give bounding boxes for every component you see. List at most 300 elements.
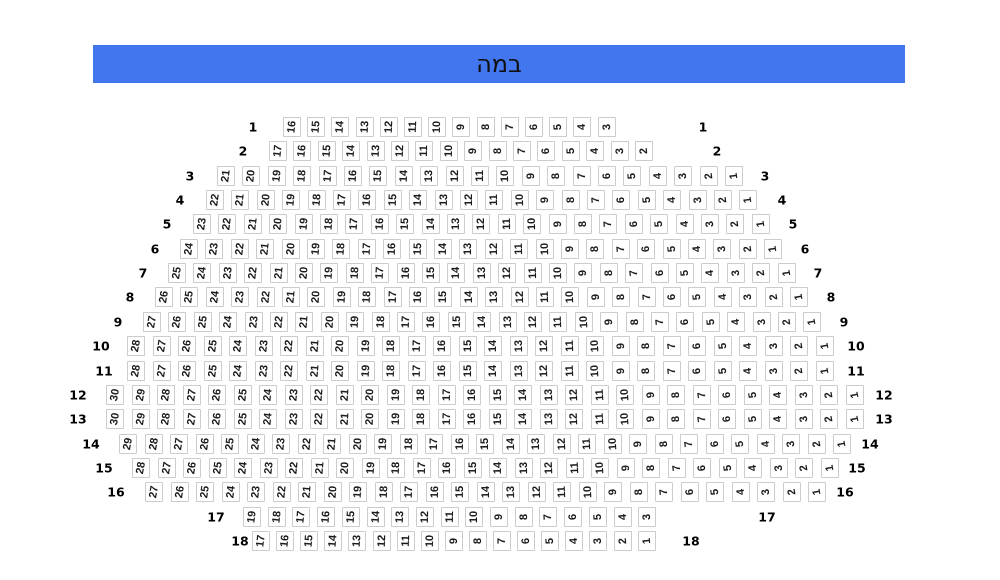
seat[interactable]	[438, 458, 456, 478]
seat[interactable]	[676, 312, 694, 332]
seat[interactable]	[372, 312, 390, 332]
seat[interactable]	[361, 385, 379, 405]
seat[interactable]	[426, 482, 444, 502]
seat[interactable]	[651, 263, 669, 283]
seat[interactable]	[412, 385, 430, 405]
seat[interactable]	[217, 166, 235, 186]
seat[interactable]	[663, 287, 681, 307]
seat[interactable]	[637, 336, 655, 356]
seat[interactable]	[282, 287, 300, 307]
seat[interactable]	[345, 214, 363, 234]
seat[interactable]	[293, 166, 311, 186]
seat[interactable]	[382, 361, 400, 381]
seat[interactable]	[663, 336, 681, 356]
seat[interactable]	[208, 409, 226, 429]
seat[interactable]	[536, 190, 554, 210]
seat[interactable]	[510, 239, 528, 259]
seat[interactable]	[517, 531, 535, 551]
seat[interactable]	[306, 361, 324, 381]
seat[interactable]	[731, 434, 749, 454]
seat[interactable]	[209, 458, 227, 478]
seat[interactable]	[311, 458, 329, 478]
seat[interactable]	[408, 361, 426, 381]
seat[interactable]	[499, 312, 517, 332]
seat[interactable]	[612, 336, 630, 356]
seat[interactable]	[193, 263, 211, 283]
seat[interactable]	[765, 336, 783, 356]
seat[interactable]	[259, 409, 277, 429]
seat[interactable]	[196, 434, 214, 454]
seat[interactable]	[591, 458, 609, 478]
seat[interactable]	[336, 409, 354, 429]
seat[interactable]	[204, 336, 222, 356]
seat[interactable]	[511, 287, 529, 307]
seat[interactable]	[460, 190, 478, 210]
seat[interactable]	[510, 361, 528, 381]
seat[interactable]	[688, 287, 706, 307]
seat[interactable]	[579, 482, 597, 502]
seat[interactable]	[382, 336, 400, 356]
seat[interactable]	[295, 214, 313, 234]
seat[interactable]	[655, 434, 673, 454]
seat[interactable]	[451, 482, 469, 502]
seat[interactable]	[293, 141, 311, 161]
seat[interactable]	[536, 239, 554, 259]
seat[interactable]	[244, 214, 262, 234]
seat[interactable]	[553, 482, 571, 502]
seat[interactable]	[153, 361, 171, 381]
seat[interactable]	[323, 434, 341, 454]
seat[interactable]	[459, 239, 477, 259]
seat[interactable]	[586, 141, 604, 161]
seat[interactable]	[132, 458, 150, 478]
seat[interactable]	[752, 214, 770, 234]
seat[interactable]	[701, 214, 719, 234]
seat[interactable]	[757, 434, 775, 454]
seat[interactable]	[317, 507, 335, 527]
seat[interactable]	[816, 336, 834, 356]
seat[interactable]	[484, 361, 502, 381]
seat[interactable]	[600, 312, 618, 332]
seat[interactable]	[714, 190, 732, 210]
seat[interactable]	[348, 531, 366, 551]
seat[interactable]	[374, 434, 392, 454]
seat[interactable]	[268, 507, 286, 527]
seat[interactable]	[629, 434, 647, 454]
seat[interactable]	[342, 141, 360, 161]
seat[interactable]	[757, 482, 775, 502]
seat[interactable]	[155, 287, 173, 307]
seat[interactable]	[183, 409, 201, 429]
seat[interactable]	[397, 312, 415, 332]
seat[interactable]	[283, 117, 301, 137]
seat[interactable]	[259, 385, 277, 405]
seat[interactable]	[612, 190, 630, 210]
seat[interactable]	[714, 361, 732, 381]
seat[interactable]	[511, 190, 529, 210]
seat[interactable]	[375, 482, 393, 502]
seat[interactable]	[463, 409, 481, 429]
seat[interactable]	[489, 409, 507, 429]
seat[interactable]	[565, 531, 583, 551]
seat[interactable]	[739, 361, 757, 381]
seat[interactable]	[333, 287, 351, 307]
seat[interactable]	[349, 434, 367, 454]
seat[interactable]	[255, 336, 273, 356]
seat[interactable]	[540, 458, 558, 478]
seat[interactable]	[397, 263, 415, 283]
seat[interactable]	[448, 312, 466, 332]
seat[interactable]	[752, 263, 770, 283]
seat[interactable]	[222, 482, 240, 502]
seat[interactable]	[387, 385, 405, 405]
seat[interactable]	[285, 458, 303, 478]
seat[interactable]	[143, 312, 161, 332]
seat[interactable]	[319, 166, 337, 186]
seat[interactable]	[463, 385, 481, 405]
seat[interactable]	[489, 458, 507, 478]
seat[interactable]	[438, 409, 456, 429]
seat[interactable]	[630, 482, 648, 502]
seat[interactable]	[308, 190, 326, 210]
seat[interactable]	[726, 214, 744, 234]
seat[interactable]	[790, 336, 808, 356]
seat[interactable]	[808, 434, 826, 454]
seat[interactable]	[739, 190, 757, 210]
seat[interactable]	[536, 287, 554, 307]
seat[interactable]	[219, 263, 237, 283]
seat[interactable]	[438, 385, 456, 405]
seat[interactable]	[688, 336, 706, 356]
seat[interactable]	[400, 482, 418, 502]
seat[interactable]	[229, 361, 247, 381]
seat[interactable]	[270, 263, 288, 283]
seat[interactable]	[753, 312, 771, 332]
seat[interactable]	[371, 263, 389, 283]
seat[interactable]	[244, 263, 262, 283]
seat[interactable]	[132, 385, 150, 405]
seat[interactable]	[537, 141, 555, 161]
seat[interactable]	[158, 458, 176, 478]
seat[interactable]	[349, 482, 367, 502]
seat[interactable]	[642, 409, 660, 429]
seat[interactable]	[433, 336, 451, 356]
seat[interactable]	[336, 385, 354, 405]
seat[interactable]	[485, 190, 503, 210]
seat[interactable]	[484, 336, 502, 356]
seat[interactable]	[727, 312, 745, 332]
seat[interactable]	[412, 409, 430, 429]
seat[interactable]	[642, 385, 660, 405]
seat[interactable]	[561, 336, 579, 356]
seat[interactable]	[320, 263, 338, 283]
seat[interactable]	[513, 141, 531, 161]
seat[interactable]	[688, 361, 706, 381]
seat[interactable]	[702, 312, 720, 332]
seat[interactable]	[358, 287, 376, 307]
seat[interactable]	[667, 409, 685, 429]
seat[interactable]	[713, 239, 731, 259]
seat[interactable]	[549, 263, 567, 283]
seat[interactable]	[616, 385, 634, 405]
seat[interactable]	[562, 190, 580, 210]
seat[interactable]	[269, 214, 287, 234]
seat[interactable]	[451, 434, 469, 454]
seat[interactable]	[718, 385, 736, 405]
seat[interactable]	[180, 239, 198, 259]
seat[interactable]	[333, 190, 351, 210]
seat[interactable]	[485, 287, 503, 307]
seat[interactable]	[387, 458, 405, 478]
seat[interactable]	[208, 385, 226, 405]
seat[interactable]	[369, 166, 387, 186]
seat[interactable]	[331, 117, 349, 137]
seat[interactable]	[586, 336, 604, 356]
seat[interactable]	[292, 507, 310, 527]
seat[interactable]	[714, 336, 732, 356]
seat[interactable]	[170, 434, 188, 454]
seat[interactable]	[306, 336, 324, 356]
seat[interactable]	[234, 458, 252, 478]
seat[interactable]	[219, 312, 237, 332]
seat[interactable]	[464, 458, 482, 478]
seat[interactable]	[586, 239, 604, 259]
seat[interactable]	[540, 409, 558, 429]
seat[interactable]	[549, 312, 567, 332]
seat[interactable]	[178, 336, 196, 356]
seat[interactable]	[587, 287, 605, 307]
seat[interactable]	[421, 531, 439, 551]
seat[interactable]	[282, 239, 300, 259]
seat[interactable]	[380, 117, 398, 137]
seat[interactable]	[168, 263, 186, 283]
seat[interactable]	[425, 434, 443, 454]
seat[interactable]	[502, 434, 520, 454]
seat[interactable]	[269, 141, 287, 161]
seat[interactable]	[561, 287, 579, 307]
seat[interactable]	[452, 117, 470, 137]
seat[interactable]	[205, 239, 223, 259]
seat[interactable]	[400, 434, 418, 454]
seat[interactable]	[739, 239, 757, 259]
seat[interactable]	[782, 434, 800, 454]
seat[interactable]	[234, 385, 252, 405]
seat[interactable]	[373, 531, 391, 551]
seat[interactable]	[119, 434, 137, 454]
seat[interactable]	[637, 361, 655, 381]
seat[interactable]	[674, 166, 692, 186]
seat[interactable]	[739, 336, 757, 356]
seat[interactable]	[280, 361, 298, 381]
seat[interactable]	[416, 507, 434, 527]
seat[interactable]	[307, 239, 325, 259]
seat[interactable]	[447, 263, 465, 283]
seat[interactable]	[706, 482, 724, 502]
seat[interactable]	[276, 531, 294, 551]
seat[interactable]	[428, 117, 446, 137]
seat[interactable]	[514, 409, 532, 429]
seat[interactable]	[459, 336, 477, 356]
seat[interactable]	[153, 336, 171, 356]
seat[interactable]	[510, 336, 528, 356]
seat[interactable]	[477, 482, 495, 502]
seat[interactable]	[180, 287, 198, 307]
seat[interactable]	[310, 385, 328, 405]
seat[interactable]	[525, 117, 543, 137]
seat[interactable]	[489, 141, 507, 161]
seat[interactable]	[231, 287, 249, 307]
seat[interactable]	[320, 214, 338, 234]
seat[interactable]	[420, 166, 438, 186]
seat[interactable]	[295, 263, 313, 283]
seat[interactable]	[127, 336, 145, 356]
seat[interactable]	[183, 385, 201, 405]
seat[interactable]	[234, 409, 252, 429]
seat[interactable]	[586, 361, 604, 381]
seat[interactable]	[285, 409, 303, 429]
seat[interactable]	[318, 141, 336, 161]
seat[interactable]	[460, 287, 478, 307]
seat[interactable]	[676, 263, 694, 283]
seat[interactable]	[342, 507, 360, 527]
seat[interactable]	[676, 214, 694, 234]
seat[interactable]	[231, 239, 249, 259]
seat[interactable]	[625, 214, 643, 234]
seat[interactable]	[252, 531, 270, 551]
seat[interactable]	[846, 385, 864, 405]
seat[interactable]	[490, 507, 508, 527]
seat[interactable]	[638, 190, 656, 210]
seat[interactable]	[574, 263, 592, 283]
seat[interactable]	[535, 361, 553, 381]
seat[interactable]	[638, 507, 656, 527]
seat[interactable]	[367, 141, 385, 161]
seat[interactable]	[846, 409, 864, 429]
seat[interactable]	[549, 214, 567, 234]
seat[interactable]	[395, 166, 413, 186]
seat[interactable]	[650, 214, 668, 234]
seat[interactable]	[243, 507, 261, 527]
seat[interactable]	[562, 141, 580, 161]
seat[interactable]	[820, 385, 838, 405]
seat[interactable]	[589, 507, 607, 527]
seat[interactable]	[783, 482, 801, 502]
seat[interactable]	[790, 287, 808, 307]
seat[interactable]	[361, 409, 379, 429]
seat[interactable]	[732, 482, 750, 502]
seat[interactable]	[464, 141, 482, 161]
seat[interactable]	[171, 482, 189, 502]
seat[interactable]	[132, 409, 150, 429]
seat[interactable]	[473, 263, 491, 283]
seat[interactable]	[651, 312, 669, 332]
seat[interactable]	[196, 482, 214, 502]
seat[interactable]	[106, 409, 124, 429]
seat[interactable]	[795, 385, 813, 405]
seat[interactable]	[612, 287, 630, 307]
seat[interactable]	[331, 361, 349, 381]
seat[interactable]	[514, 385, 532, 405]
seat[interactable]	[547, 166, 565, 186]
seat[interactable]	[635, 141, 653, 161]
seat[interactable]	[611, 141, 629, 161]
seat[interactable]	[218, 214, 236, 234]
seat[interactable]	[397, 531, 415, 551]
seat[interactable]	[680, 434, 698, 454]
seat[interactable]	[663, 361, 681, 381]
seat[interactable]	[803, 312, 821, 332]
seat[interactable]	[719, 458, 737, 478]
seat[interactable]	[168, 312, 186, 332]
seat[interactable]	[808, 482, 826, 502]
seat[interactable]	[617, 458, 635, 478]
seat[interactable]	[523, 214, 541, 234]
seat[interactable]	[485, 239, 503, 259]
seat[interactable]	[574, 214, 592, 234]
seat[interactable]	[183, 458, 201, 478]
seat[interactable]	[600, 263, 618, 283]
seat[interactable]	[614, 531, 632, 551]
seat[interactable]	[362, 458, 380, 478]
seat[interactable]	[477, 117, 495, 137]
seat[interactable]	[561, 361, 579, 381]
seat[interactable]	[300, 531, 318, 551]
seat[interactable]	[739, 287, 757, 307]
seat[interactable]	[391, 141, 409, 161]
seat[interactable]	[257, 190, 275, 210]
seat[interactable]	[587, 190, 605, 210]
seat[interactable]	[298, 434, 316, 454]
seat[interactable]	[638, 531, 656, 551]
seat[interactable]	[473, 312, 491, 332]
seat[interactable]	[384, 190, 402, 210]
seat[interactable]	[612, 361, 630, 381]
seat[interactable]	[367, 507, 385, 527]
seat[interactable]	[578, 434, 596, 454]
seat[interactable]	[344, 166, 362, 186]
seat[interactable]	[561, 239, 579, 259]
seat[interactable]	[539, 507, 557, 527]
seat[interactable]	[346, 263, 364, 283]
seat[interactable]	[498, 263, 516, 283]
seat[interactable]	[221, 434, 239, 454]
seat[interactable]	[718, 409, 736, 429]
seat[interactable]	[598, 166, 616, 186]
seat[interactable]	[435, 190, 453, 210]
seat[interactable]	[336, 458, 354, 478]
seat[interactable]	[145, 482, 163, 502]
seat[interactable]	[256, 239, 274, 259]
seat[interactable]	[765, 361, 783, 381]
seat[interactable]	[106, 385, 124, 405]
seat[interactable]	[408, 336, 426, 356]
seat[interactable]	[693, 458, 711, 478]
seat[interactable]	[778, 312, 796, 332]
seat[interactable]	[206, 190, 224, 210]
seat[interactable]	[764, 239, 782, 259]
seat[interactable]	[409, 239, 427, 259]
seat[interactable]	[642, 458, 660, 478]
seat[interactable]	[413, 458, 431, 478]
seat[interactable]	[725, 166, 743, 186]
seat[interactable]	[260, 458, 278, 478]
seat[interactable]	[616, 409, 634, 429]
seat[interactable]	[331, 336, 349, 356]
seat[interactable]	[285, 385, 303, 405]
seat[interactable]	[295, 312, 313, 332]
seat[interactable]	[655, 482, 673, 502]
seat[interactable]	[765, 287, 783, 307]
